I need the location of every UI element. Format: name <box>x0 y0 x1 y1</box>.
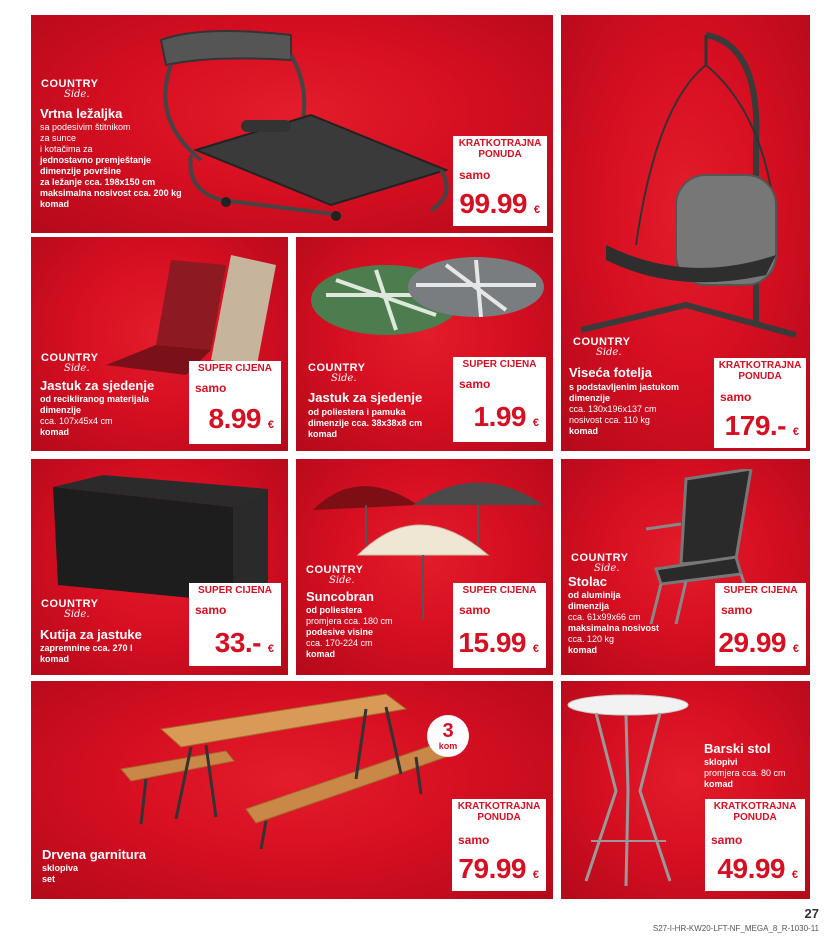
long-cushion-image <box>86 245 286 375</box>
offer-label: KRATKOTRAJNA PONUDA <box>713 801 797 823</box>
product-description: s podstavljenim jastukom dimenzije cca. 130x196x137 cm nosivost cca. 110 kg komad <box>569 382 680 436</box>
print-code: S27-I-HR-KW20-LFT-NF_MEGA_8_R-1030-11 <box>652 924 819 933</box>
price-box <box>715 583 806 666</box>
sun-lounger-image <box>141 20 461 230</box>
price-value: 79.99 <box>458 853 526 884</box>
offer-label: SUPER CIJENA <box>462 585 537 596</box>
samo-label: samo <box>458 833 490 847</box>
samo-label: samo <box>195 381 227 395</box>
product-description: od aluminija dimenzija cca. 61x99x66 cm maksimalna nosivost cca. 120 kg komad <box>568 590 660 655</box>
country-side-logo: COUNTRY Side. <box>308 362 366 384</box>
product-title: Kutija za jastuke <box>40 627 142 642</box>
bar-table-image <box>566 691 696 891</box>
price-value: 49.99 <box>717 853 785 884</box>
samo-label: samo <box>720 390 752 404</box>
offer-label: SUPER CIJENA <box>462 359 537 370</box>
product-title: Jastuk za sjedenje <box>308 390 423 405</box>
product-description: zapremnine cca. 270 l komad <box>40 643 133 664</box>
country-side-logo: COUNTRY Side. <box>306 564 364 586</box>
product-title: Jastuk za sjedenje <box>40 378 155 393</box>
product-title: Drvena garnitura <box>42 847 147 862</box>
currency-symbol: € <box>267 643 274 655</box>
product-title: Barski stol <box>704 741 771 756</box>
price-value: 99.99 <box>459 188 527 219</box>
price-box <box>452 799 546 891</box>
product-description: od recikliranog materijala dimenzije cca. 107x45x4 cm komad <box>40 394 150 437</box>
currency-symbol: € <box>532 417 539 429</box>
offer-label: SUPER CIJENA <box>198 363 272 374</box>
currency-symbol: € <box>533 204 540 216</box>
currency-symbol: € <box>792 426 799 438</box>
currency-symbol: € <box>532 869 539 881</box>
price-value: 33.- <box>214 627 261 658</box>
product-panel-cushion-box[interactable] <box>31 459 288 675</box>
currency-symbol: € <box>532 643 539 655</box>
country-side-logo: COUNTRY Side. <box>41 352 99 374</box>
offer-label: SUPER CIJENA <box>723 585 798 596</box>
hanging-chair-image <box>566 25 806 345</box>
product-panel-beer-set[interactable] <box>31 681 553 899</box>
currency-symbol: € <box>267 419 274 431</box>
price-box <box>453 583 546 668</box>
product-panel-bar-table[interactable] <box>561 681 810 899</box>
country-side-logo: COUNTRY Side. <box>573 336 631 358</box>
offer-label: SUPER CIJENA <box>198 585 272 596</box>
product-panel-seat-cushion-square[interactable] <box>296 237 553 451</box>
price-box <box>453 357 546 442</box>
price-value: 8.99 <box>208 403 261 434</box>
currency-symbol: € <box>792 643 799 655</box>
country-side-logo: COUNTRY Side. <box>41 598 99 620</box>
offer-label: KRATKOTRAJNA PONUDA <box>458 138 542 160</box>
offer-label: KRATKOTRAJNA PONUDA <box>457 801 541 823</box>
price-value: 1.99 <box>473 401 526 432</box>
square-cushion-image <box>306 245 546 345</box>
beer-set-image <box>116 689 456 849</box>
product-panel-parasol[interactable] <box>296 459 553 675</box>
price-box <box>189 361 281 444</box>
product-panel-seat-cushion-long[interactable] <box>31 237 288 451</box>
price-box <box>714 358 806 448</box>
quantity-badge: 3 kom <box>427 715 469 757</box>
samo-label: samo <box>721 603 753 617</box>
samo-label: samo <box>711 833 743 847</box>
country-side-logo: COUNTRY Side. <box>41 78 99 100</box>
samo-label: samo <box>459 168 491 182</box>
product-panel-sun-lounger[interactable] <box>31 15 553 233</box>
product-panel-chair[interactable] <box>561 459 810 675</box>
product-description: od poliestera i pamuka dimenzije cca. 38x38x8 cm komad <box>308 407 423 439</box>
samo-label: samo <box>459 603 491 617</box>
product-description: od poliestera promjera cca. 180 cm podesive visine cca. 170-224 cm komad <box>306 605 393 659</box>
product-title: Suncobran <box>306 589 374 604</box>
country-side-logo: COUNTRY Side. <box>571 552 629 574</box>
price-value: 29.99 <box>718 627 786 658</box>
samo-label: samo <box>195 603 227 617</box>
product-title: Viseća fotelja <box>569 365 652 380</box>
product-description: sklopiva set <box>42 863 79 884</box>
currency-symbol: € <box>791 869 798 881</box>
price-value: 15.99 <box>458 627 526 658</box>
offer-label: KRATKOTRAJNA PONUDA <box>718 360 802 382</box>
price-box <box>453 136 547 226</box>
price-value: 179.- <box>724 410 786 441</box>
price-box <box>705 799 805 891</box>
price-box <box>189 583 281 666</box>
product-panel-hanging-chair[interactable] <box>561 15 810 451</box>
product-description: sa podesivim štitnikom za sunce i kotačima za jednostavno premještanje dimenzije površine za ležanje cca. 198x150 cm maksimalna nosivost cca. 200 kg komad <box>40 122 182 209</box>
samo-label: samo <box>459 377 491 391</box>
product-title: Stolac <box>568 574 608 589</box>
product-description: sklopivi promjera cca. 80 cm komad <box>704 757 786 789</box>
page-number: 27 <box>804 906 819 921</box>
product-title: Vrtna ležaljka <box>40 106 123 121</box>
